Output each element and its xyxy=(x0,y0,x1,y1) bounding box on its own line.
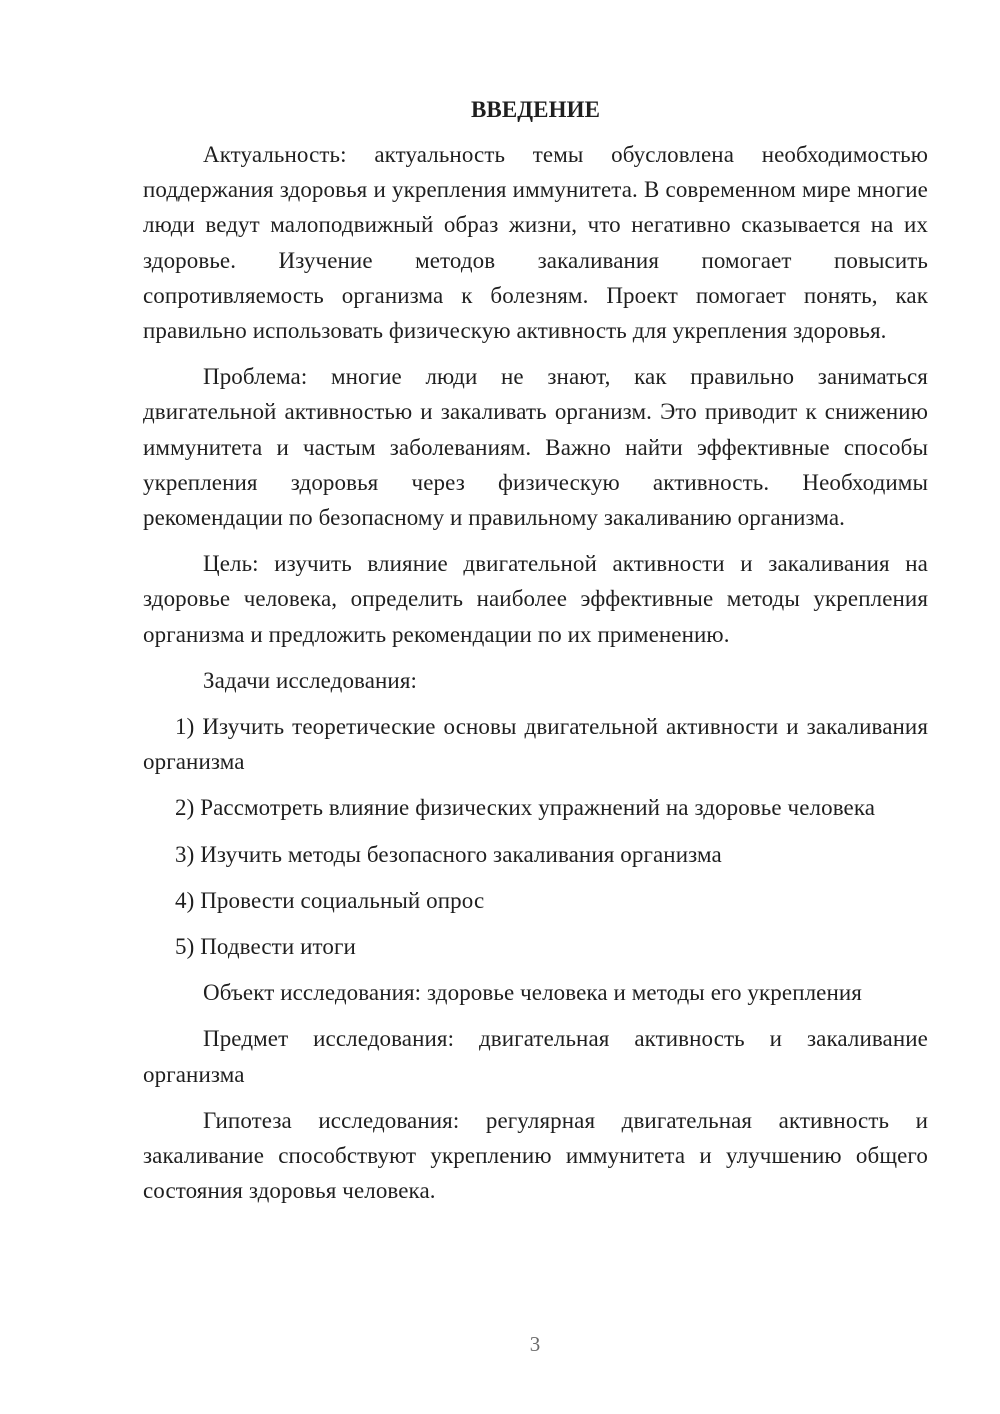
task-item: 3) Изучить методы безопасного закаливания организма xyxy=(175,841,722,867)
relevance-paragraph: Актуальность: актуальность темы обусловлена необходимостью поддержания здоровья и укрепления иммунитета. В современном мире многие люди ведут малоподвижный образ жизни, что негативно сказывается на их здоровье. Изучение методов закаливания помогает повысить сопротивляемость организма к болезням. Проект помогает понять, как правильно использовать физическую активность для укрепления здоровья. xyxy=(143,142,928,344)
task-item: 5) Подвести итоги xyxy=(175,934,356,960)
task-item: 1) Изучить теоретические основы двигательной активности и закаливания организма xyxy=(143,714,928,775)
object-paragraph: Объект исследования: здоровье человека и методы его укрепления xyxy=(203,980,862,1006)
task-item: 2) Рассмотреть влияние физических упражнений на здоровье человека xyxy=(175,795,876,821)
hypothesis-paragraph: Гипотеза исследования: регулярная двигательная активность и закаливание способствуют укреплению иммунитета и улучшению общего состояния здоровья человека. xyxy=(143,1107,928,1204)
section-heading: ВВЕДЕНИЕ xyxy=(470,97,601,122)
task-item: 4) Провести социальный опрос xyxy=(175,887,485,913)
problem-paragraph: Проблема: многие люди не знают, как правильно заниматься двигательной активностью и закаливать организм. Это приводит к снижению иммунитета и частым заболеваниям. Важно найти эффективные способы укрепления здоровья через физическую активность. Необходимы рекомендации по безопасному и правильному закаливанию организма. xyxy=(143,364,928,531)
page-content xyxy=(143,92,928,1219)
goal-paragraph: Цель: изучить влияние двигательной активности и закаливания на здоровье человека, определить наиболее эффективные методы укрепления организма и предложить рекомендации по их применению. xyxy=(143,551,928,647)
tasks-list xyxy=(143,709,928,964)
tasks-intro: Задачи исследования: xyxy=(203,667,418,693)
page-number: 3 xyxy=(529,1332,541,1356)
subject-paragraph: Предмет исследования: двигательная активность и закаливание организма xyxy=(143,1026,928,1087)
